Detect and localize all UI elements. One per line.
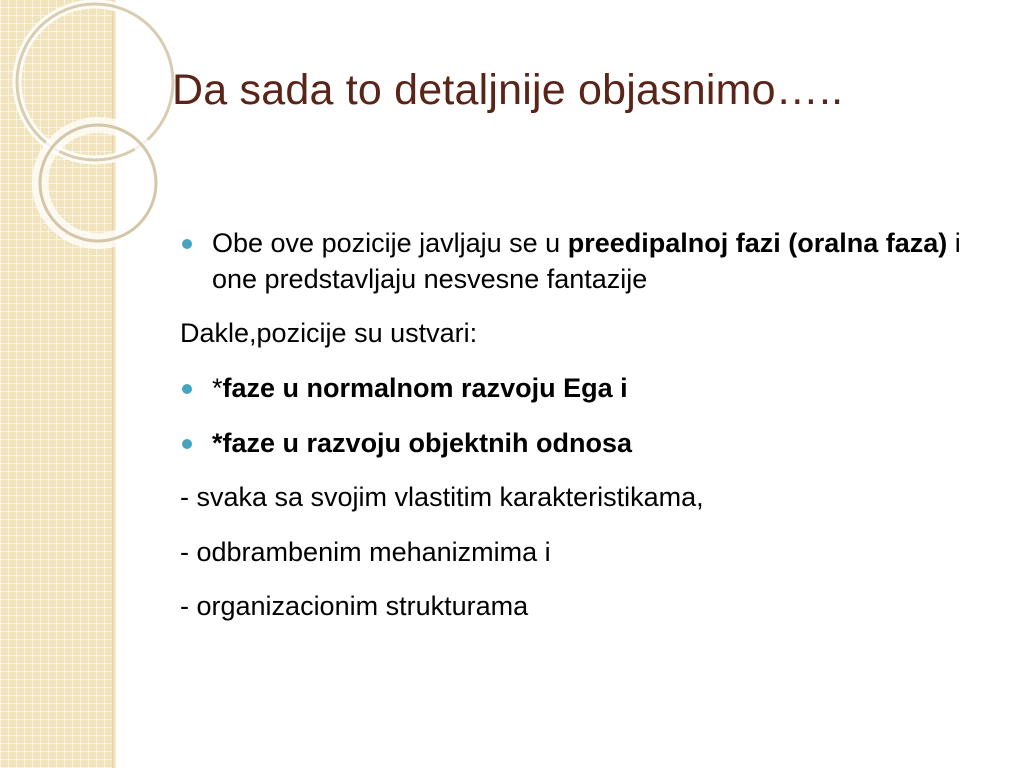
bullet-text: i one predstavljaju nesvesne fantazije bbox=[212, 228, 961, 294]
slide-title: Da sada to detaljnije objasnimo….. bbox=[172, 66, 844, 114]
bullet-dot-icon bbox=[182, 384, 192, 394]
decorative-rings bbox=[0, 0, 200, 260]
bullet-dot-icon bbox=[182, 239, 192, 249]
bullet-text: Obe ove pozicije javljaju se u bbox=[212, 228, 568, 258]
bullet-bold-text: *faze u razvoju objektnih odnosa bbox=[212, 427, 633, 458]
slide-body bbox=[180, 226, 990, 644]
text-line-characteristics: - svaka sa svojim vlastitim karakteristikama, bbox=[180, 482, 704, 513]
bullet-bold-text: preedipalnoj fazi (oralna faza) bbox=[567, 228, 948, 258]
bullet-bold-text: faze u normalnom razvoju Ega i bbox=[222, 372, 628, 403]
bullet-item-object-relations bbox=[180, 426, 990, 462]
bullet-dot-icon bbox=[182, 439, 192, 449]
bullet-item-ego bbox=[180, 371, 990, 407]
ring-small bbox=[40, 125, 156, 241]
text-line-defense-mechanisms: - odbrambenim mehanizmima i bbox=[180, 536, 551, 567]
text-line-dakle: Dakle,pozicije su ustvari: bbox=[180, 318, 478, 349]
bullet-prefix: * bbox=[212, 372, 223, 403]
bullet-item-positions bbox=[180, 226, 990, 297]
ring-large bbox=[17, 4, 173, 160]
text-line-structures: - organizacionim strukturama bbox=[180, 591, 529, 622]
